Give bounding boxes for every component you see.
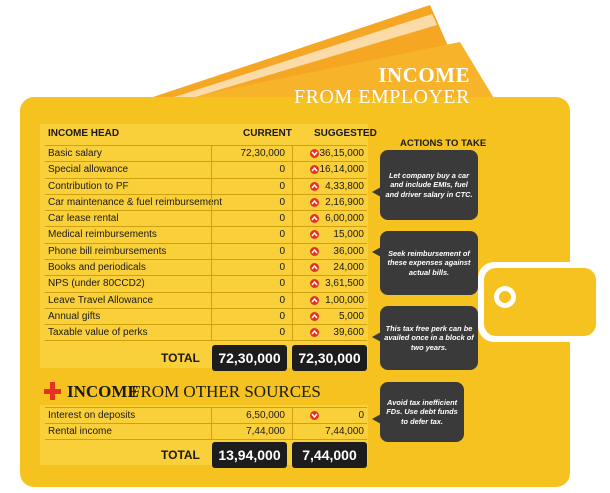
suggested-value: 39,600 [333, 327, 364, 339]
suggested-value: 36,000 [333, 245, 364, 257]
arrow-up-icon [310, 198, 319, 207]
other-income-table [45, 407, 367, 440]
income-head-cell: Basic salary [48, 148, 102, 159]
suggested-value: 15,000 [333, 229, 364, 241]
column-header-suggested: SUGGESTED [314, 128, 377, 139]
table-row [45, 407, 367, 423]
suggested-value: 3,61,500 [325, 278, 364, 290]
table-row [45, 308, 367, 324]
heading-title: INCOME [378, 63, 470, 87]
income-head-cell: Taxable value of perks [48, 327, 148, 339]
income-head-cell: Car lease rental [48, 213, 119, 225]
suggested-value: 0 [358, 410, 364, 421]
arrow-up-icon [310, 230, 319, 239]
arrow-down-icon [310, 149, 319, 158]
suggested-value: 16,14,000 [319, 164, 364, 176]
table-row [45, 423, 367, 439]
total2-current-value: 13,94,000 [212, 442, 287, 468]
table-row [45, 145, 367, 161]
suggested-value-cell [292, 146, 367, 161]
income-head-cell: Interest on deposits [48, 410, 136, 421]
total2-suggested-value: 7,44,000 [292, 442, 367, 468]
action-note-1: Let company buy a car and include EMIs, fuel and driver salary in CTC. [380, 150, 478, 220]
suggested-value: 24,000 [333, 262, 364, 274]
income-head-cell: Phone bill reimbursements [48, 245, 167, 257]
table-row [45, 226, 367, 242]
suggested-value-cell [292, 227, 367, 242]
suggested-value-cell [292, 325, 367, 339]
other-sources-title-light: FROM OTHER SOURCES [131, 382, 321, 401]
current-value-cell: 7,44,000 [211, 424, 289, 438]
column-header-income-head: INCOME HEAD [48, 128, 120, 139]
total-suggested-value: 72,30,000 [292, 345, 367, 371]
current-value-cell: 0 [211, 325, 289, 339]
current-value-cell: 0 [211, 309, 289, 324]
table-row [45, 292, 367, 308]
current-value-cell: 0 [211, 227, 289, 242]
suggested-value-cell [292, 260, 367, 275]
current-value-cell: 0 [211, 179, 289, 194]
income-head-cell: Contribution to PF [48, 180, 129, 192]
suggested-value: 36,15,000 [319, 148, 364, 159]
suggested-value-cell [292, 211, 367, 226]
action-note-2: Seek reimbursement of these expenses against actual bills. [380, 231, 478, 295]
suggested-value-cell [292, 276, 367, 291]
current-value-cell: 0 [211, 293, 289, 308]
current-value-cell: 0 [211, 244, 289, 259]
suggested-value-cell [292, 162, 367, 177]
suggested-value-cell [292, 424, 367, 438]
current-value-cell: 6,50,000 [211, 408, 289, 423]
arrow-up-icon [310, 263, 319, 272]
total-label: TOTAL [161, 351, 200, 365]
arrow-down-icon [310, 411, 319, 420]
income-head-cell: Leave Travel Allowance [48, 294, 154, 306]
wallet-button-inner [499, 291, 511, 303]
table-row [45, 210, 367, 226]
current-value-cell: 0 [211, 260, 289, 275]
table-row [45, 161, 367, 177]
suggested-value: 6,00,000 [325, 213, 364, 225]
suggested-value-cell [292, 408, 367, 423]
suggested-value: 2,16,900 [325, 196, 364, 208]
action-note-4: Avoid tax inefficient FDs. Use debt funds to defer tax. [380, 382, 464, 442]
income-head-cell: Books and periodicals [48, 262, 146, 274]
total-current-value: 72,30,000 [212, 345, 287, 371]
income-head-cell: Medical reimbursements [48, 229, 157, 241]
current-value-cell: 0 [211, 195, 289, 210]
arrow-up-icon [310, 279, 319, 288]
income-head-cell: NPS (under 80CCD2) [48, 278, 145, 290]
suggested-value-cell [292, 179, 367, 194]
employer-income-table [45, 145, 367, 341]
current-value-cell: 0 [211, 162, 289, 177]
arrow-up-icon [310, 247, 319, 256]
arrow-up-icon [310, 312, 319, 321]
arrow-up-icon [310, 296, 319, 305]
table-row [45, 178, 367, 194]
table-row [45, 259, 367, 275]
table-row [45, 243, 367, 259]
column-header-current: CURRENT [243, 128, 292, 139]
arrow-up-icon [310, 214, 319, 223]
suggested-value-cell [292, 195, 367, 210]
income-head-cell: Rental income [48, 426, 112, 438]
table-row [45, 324, 367, 340]
suggested-value-cell [292, 293, 367, 308]
current-value-cell: 0 [211, 211, 289, 226]
income-head-cell: Special allowance [48, 164, 129, 176]
suggested-value: 1,00,000 [325, 294, 364, 306]
action-note-3: This tax free perk can be availed once in a block of two years. [380, 306, 478, 370]
suggested-value: 4,33,800 [325, 180, 364, 192]
actions-title: ACTIONS TO TAKE [400, 138, 487, 149]
arrow-up-icon [310, 165, 319, 174]
suggested-value-cell [292, 309, 367, 324]
total-label-2: TOTAL [161, 448, 200, 462]
income-head-cell: Car maintenance & fuel reimbursement [48, 196, 222, 208]
income-head-cell: Annual gifts [48, 310, 101, 322]
page-heading [294, 64, 470, 108]
suggested-value: 7,44,000 [325, 426, 364, 438]
plus-icon-bar [44, 389, 61, 394]
heading-subtitle: FROM EMPLOYER [294, 86, 470, 108]
table-row [45, 275, 367, 291]
other-sources-title-bold: INCOME [67, 382, 139, 401]
table-row [45, 194, 367, 210]
arrow-up-icon [310, 182, 319, 191]
current-value-cell: 0 [211, 276, 289, 291]
current-value-cell: 72,30,000 [211, 146, 289, 161]
suggested-value-cell [292, 244, 367, 259]
suggested-value: 5,000 [338, 310, 364, 322]
arrow-up-icon [310, 328, 319, 337]
